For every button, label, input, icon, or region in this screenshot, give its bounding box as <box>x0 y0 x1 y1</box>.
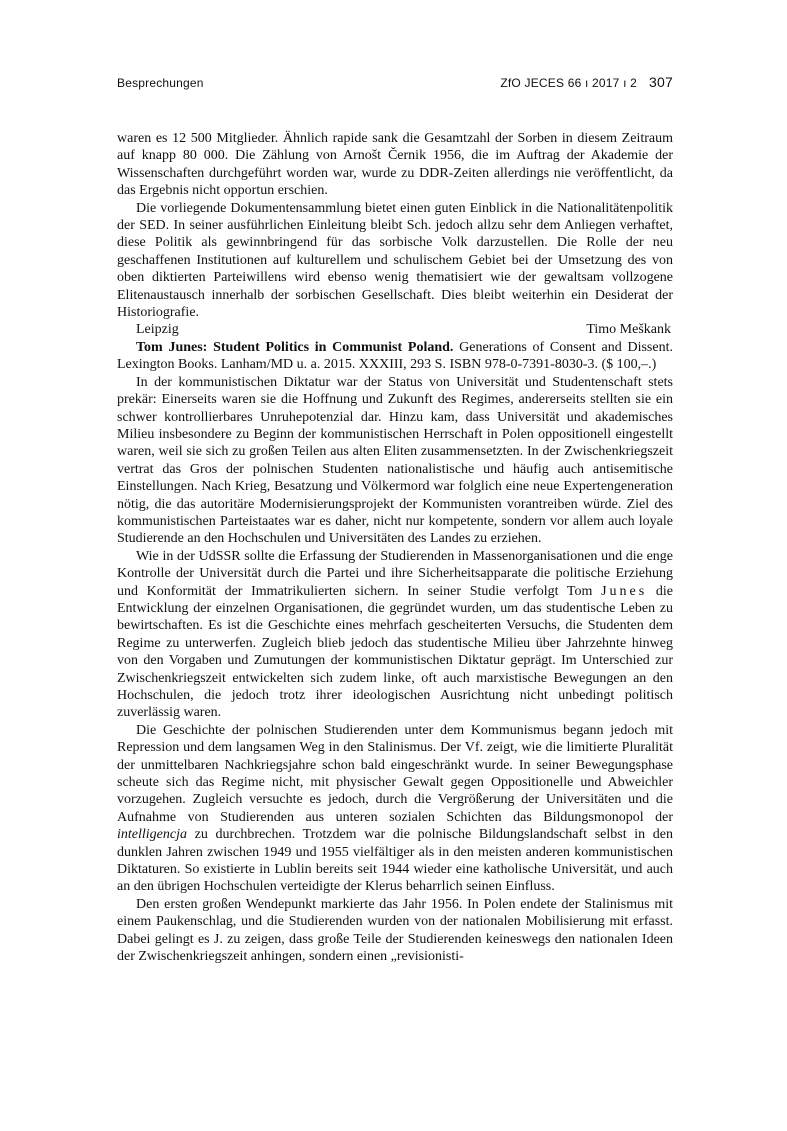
page-number: 307 <box>649 74 673 90</box>
review-paragraph: Den ersten großen Wendepunkt markierte das Jahr 1956. In Polen endete der Stalinismus mit einem Paukenschlag, und die Studierenden wurden von der nationalen Mobilisierung mit erfasst. Dabei gelingt es J. zu zeigen, dass große Teile der Studierenden keineswegs den nationalen Ideen der Zwischenkriegszeit anhingen, sondern einen „revisionisti- <box>117 896 673 965</box>
running-header <box>117 74 673 90</box>
reviewer-name: Timo Meškank <box>586 322 671 338</box>
review-paragraph <box>117 722 673 896</box>
page-body <box>117 130 673 966</box>
author-name-spaced: Junes <box>601 583 648 599</box>
italic-term: intelligencja <box>117 827 187 843</box>
previous-review-paragraph: Die vorliegende Dokumentensammlung bietet einen guten Einblick in die Nationalitätenpolitik der SED. In seiner ausführlichen Einleitung bleibt Sch. jedoch allzu sehr dem Anliegen verhaftet, diese Politik als gewinnbringend für das sorbische Volk darzustellen. Die Rolle der neu geschaffenen Institutionen auf kulturellem und schulischem Gebiet bei der Umsetzung des von oben diktierten Parteiwillens wird ebenso wenig thematisiert wie der gewaltsam vollzogene Elitenaustausch innerhalb der sorbischen Gesellschaft. Dies bleibt weiterhin ein Desiderat der Historiografie. <box>117 200 673 321</box>
review-paragraph: In der kommunistischen Diktatur war der Status von Universität und Studentenschaft stets prekär: Einerseits waren sie die Hoffnung und Zukunft des Regimes, andererseits stellten sie ein schwer kontrollierbares Unruhepotenzial dar. Hinzu kam, dass Universität und akademisches Milieu insbesondere zu Beginn der kommunistischen Herrschaft in Polen oppositionell eingestellt waren, weil sie sich zu großen Teilen aus alten Eliten zusammensetzten. In der Zwischenkriegszeit vertrat das Gros der polnischen Studenten nationalistische und häufig auch antisemitische Einstellungen. Nach Krieg, Besatzung und Völkermord war folglich eine neue Expertengeneration nötig, die das autoritäre Modernisierungsprojekt der Kommunisten vorantreiben würde. Ziel des kommunistischen Parteistaates war es daher, nicht nur kompetente, sondern vor allem auch loyale Studierende an den Hochschulen und Universitäten des Landes zu erziehen. <box>117 374 673 547</box>
journal-info <box>500 74 673 90</box>
book-title: Tom Junes: Student Politics in Communist Poland. <box>136 339 454 355</box>
review-text: zu durchbrechen. Trotzdem war die polnische Bildungslandschaft selbst in den dunklen Jahren zwischen 1949 und 1955 vielfältiger als in den meisten anderen kommunistischen Diktaturen. So existierte in Lublin bereits seit 1944 wieder eine katholische Universität, und auch an den übrigen Hochschulen verteidigte der Klerus beharrlich seinen Einfluss. <box>117 827 674 895</box>
review-place: Leipzig <box>136 322 179 338</box>
previous-review-paragraph: waren es 12 500 Mitglieder. Ähnlich rapide sank die Gesamtzahl der Sorben in diesem Zeitraum auf knapp 80 000. Die Zählung von Arnošt Černik 1956, die im Auftrag der Akademie der Wissenschaften durchgeführt worden war, wurde zu DDR-Zeiten allerdings nie veröffentlicht, da das Ergebnis nicht opportun erschien. <box>117 131 673 199</box>
reviewer-signature <box>117 321 673 338</box>
journal-page <box>117 74 673 966</box>
section-title: Besprechungen <box>117 76 204 90</box>
review-text: Wie in der UdSSR sollte die Erfassung der Studierenden in Massenorganisationen und die enge Kontrolle der Universität durch die Partei und ihre Sicherheitsapparate die politische Erziehung und Konformität der Immatrikulierten sichern. In seiner Studie verfolgt Tom <box>117 548 673 599</box>
book-citation: Generations of Consent and Dissent. Lexington Books. Lanham/MD u. a. 2015. XXXIII, 293 S. ISBN 978-0-7391-8030-3. ($ 100,–.) <box>117 339 673 373</box>
review-text: die Entwicklung der einzelnen Organisationen, die gegründet wurden, um das studentische Leben zu bewirtschaften. Es ist die Geschichte eines mehrfach gescheiterten Versuchs, die Studenten dem Regime zu unterwerfen. Zugleich blieb jedoch das studentische Milieu über Jahrzehnte hinweg von den Vorgaben und Zumutungen der kommunistischen Diktatur geprägt. Im Unterschied zur Zwischenkriegszeit entwickelten sich zudem linke, oft auch marxistische Bewegungen an den Hochschulen, die jedoch trotz ihrer ideologischen Ausrichtung nicht unbedingt politisch zuverlässig waren. <box>117 583 674 721</box>
review-paragraph <box>117 548 673 722</box>
review-text: Die Geschichte der polnischen Studierenden unter dem Kommunismus begann jedoch mit Repression und dem langsamen Weg in den Stalinismus. Der Vf. zeigt, wie die limitierte Pluralität der unmittelbaren Nachkriegsjahre schon bald eingeschränkt wurde. In seiner Bewegungsphase scheute sich das Regime nicht, mit physischer Gewalt gegen Oppositionelle und Abweichler vorzugehen. Zugleich versuchte es jedoch, durch die Vergrößerung der Universitäten und die Aufnahme von Studierenden aus unteren sozialen Schichten das Bildungsmonopol der <box>117 722 673 825</box>
journal-citation: ZfO JECES 66 ı 2017 ı 2 <box>500 76 638 90</box>
review-heading <box>117 339 673 374</box>
